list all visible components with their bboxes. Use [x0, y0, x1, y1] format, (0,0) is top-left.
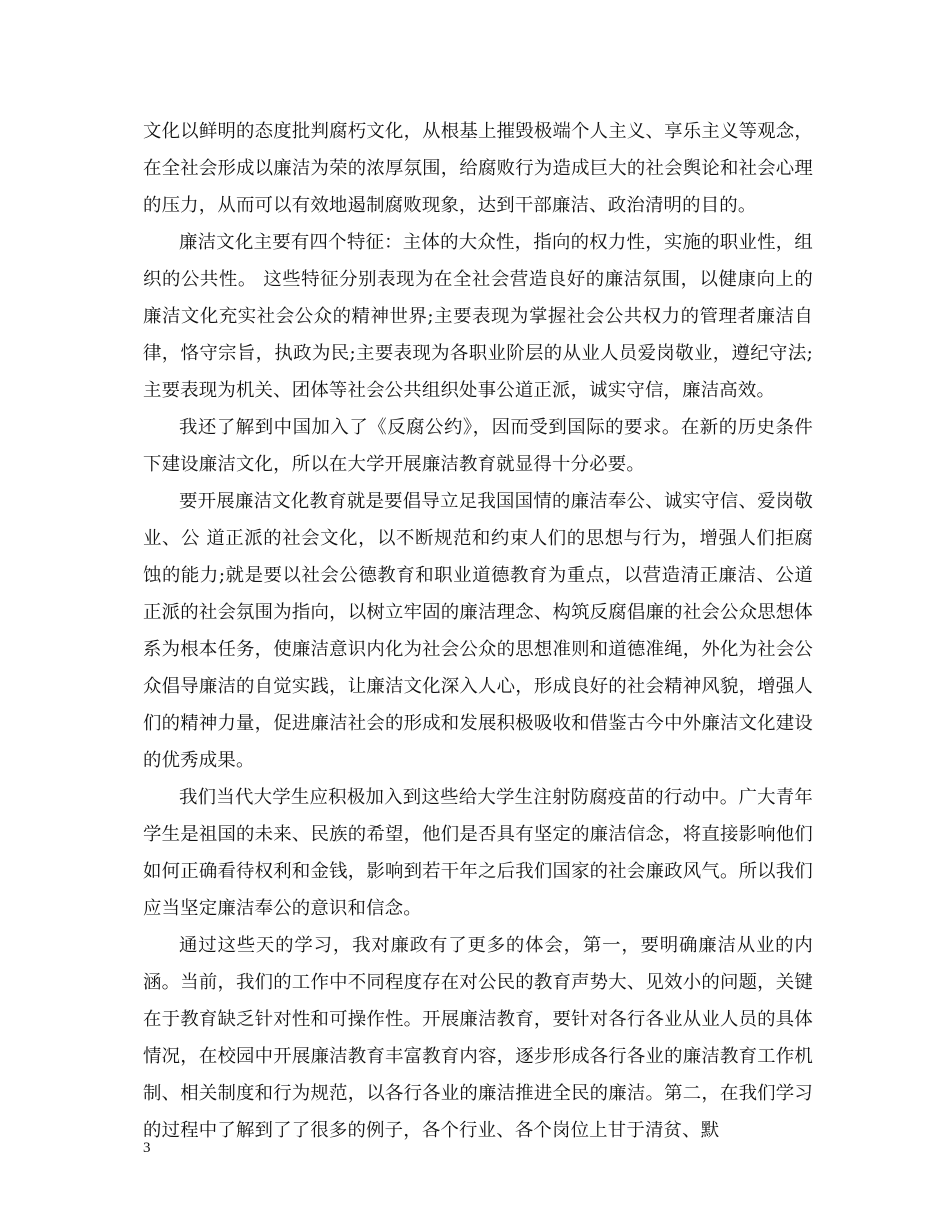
document-body: [143, 113, 813, 1149]
page-number: 3: [143, 1140, 151, 1156]
paragraph-6: 通过这些天的学习，我对廉政有了更多的体会，第一，要明确廉洁从业的内涵。当前，我们的工作中不同程度存在对公民的教育声势大、见效小的问题，关键在于教育缺乏针对性和可操作性。开展廉洁教育，要针对各行各业从业人员的具体情况，在校园中开展廉洁教育丰富教育内容，逐步形成各行各业的廉洁教育工作机制、相关制度和行为规范，以各行各业的廉洁推进全民的廉洁。第二，在我们学习的过程中了解到了了很多的例子，各个行业、各个岗位上甘于清贫、默: [143, 935, 813, 1141]
paragraph-2: 廉洁文化主要有四个特征：主体的大众性，指向的权力性，实施的职业性，组织的公共性。 这些特征分别表现为在全社会营造良好的廉洁氛围，以健康向上的廉洁文化充实社会公众的精神世界;主要表现为掌握社会公共权力的管理者廉洁自律，恪守宗旨，执政为民;主要表现为各职业阶层的从业人员爱岗敬业，遵纪守法;主要表现为机关、团体等社会公共组织处事公道正派，诚实守信，廉洁高效。: [143, 232, 813, 401]
paragraph-4: 要开展廉洁文化教育就是要倡导立足我国国情的廉洁奉公、诚实守信、爱岗敬业、公 道正派的社会文化，以不断规范和约束人们的思想与行为，增强人们拒腐蚀的能力;就是要以社会公德教育和职业道德教育为重点，以营造清正廉洁、公道正派的社会氛围为指向，以树立牢固的廉洁理念、构筑反腐倡廉的社会公众思想体系为根本任务，使廉洁意识内化为社会公众的思想准则和道德准绳，外化为社会公众倡导廉洁的自觉实践，让廉洁文化深入人心，形成良好的社会精神风貌，增强人们的精神力量，促进廉洁社会的形成和发展积极吸收和借鉴古今中外廉洁文化建设的优秀成果。: [143, 491, 813, 771]
paragraph-1-continued: 文化以鲜明的态度批判腐朽文化，从根基上摧毁极端个人主义、享乐主义等观念，在全社会形成以廉洁为荣的浓厚氛围，给腐败行为造成巨大的社会舆论和社会心理的压力，从而可以有效地遏制腐败现象，达到干部廉洁、政治清明的目的。: [143, 121, 813, 216]
paragraph-3: 我还了解到中国加入了《反腐公约》，因而受到国际的要求。在新的历史条件下建设廉洁文化，所以在大学开展廉洁教育就显得十分必要。: [143, 417, 813, 475]
paragraph-5: 我们当代大学生应积极加入到这些给大学生注射防腐疫苗的行动中。广大青年学生是祖国的未来、民族的希望，他们是否具有坚定的廉洁信念，将直接影响他们如何正确看待权利和金钱，影响到若干年之后我们国家的社会廉政风气。所以我们应当坚定廉洁奉公的意识和信念。: [143, 787, 813, 919]
